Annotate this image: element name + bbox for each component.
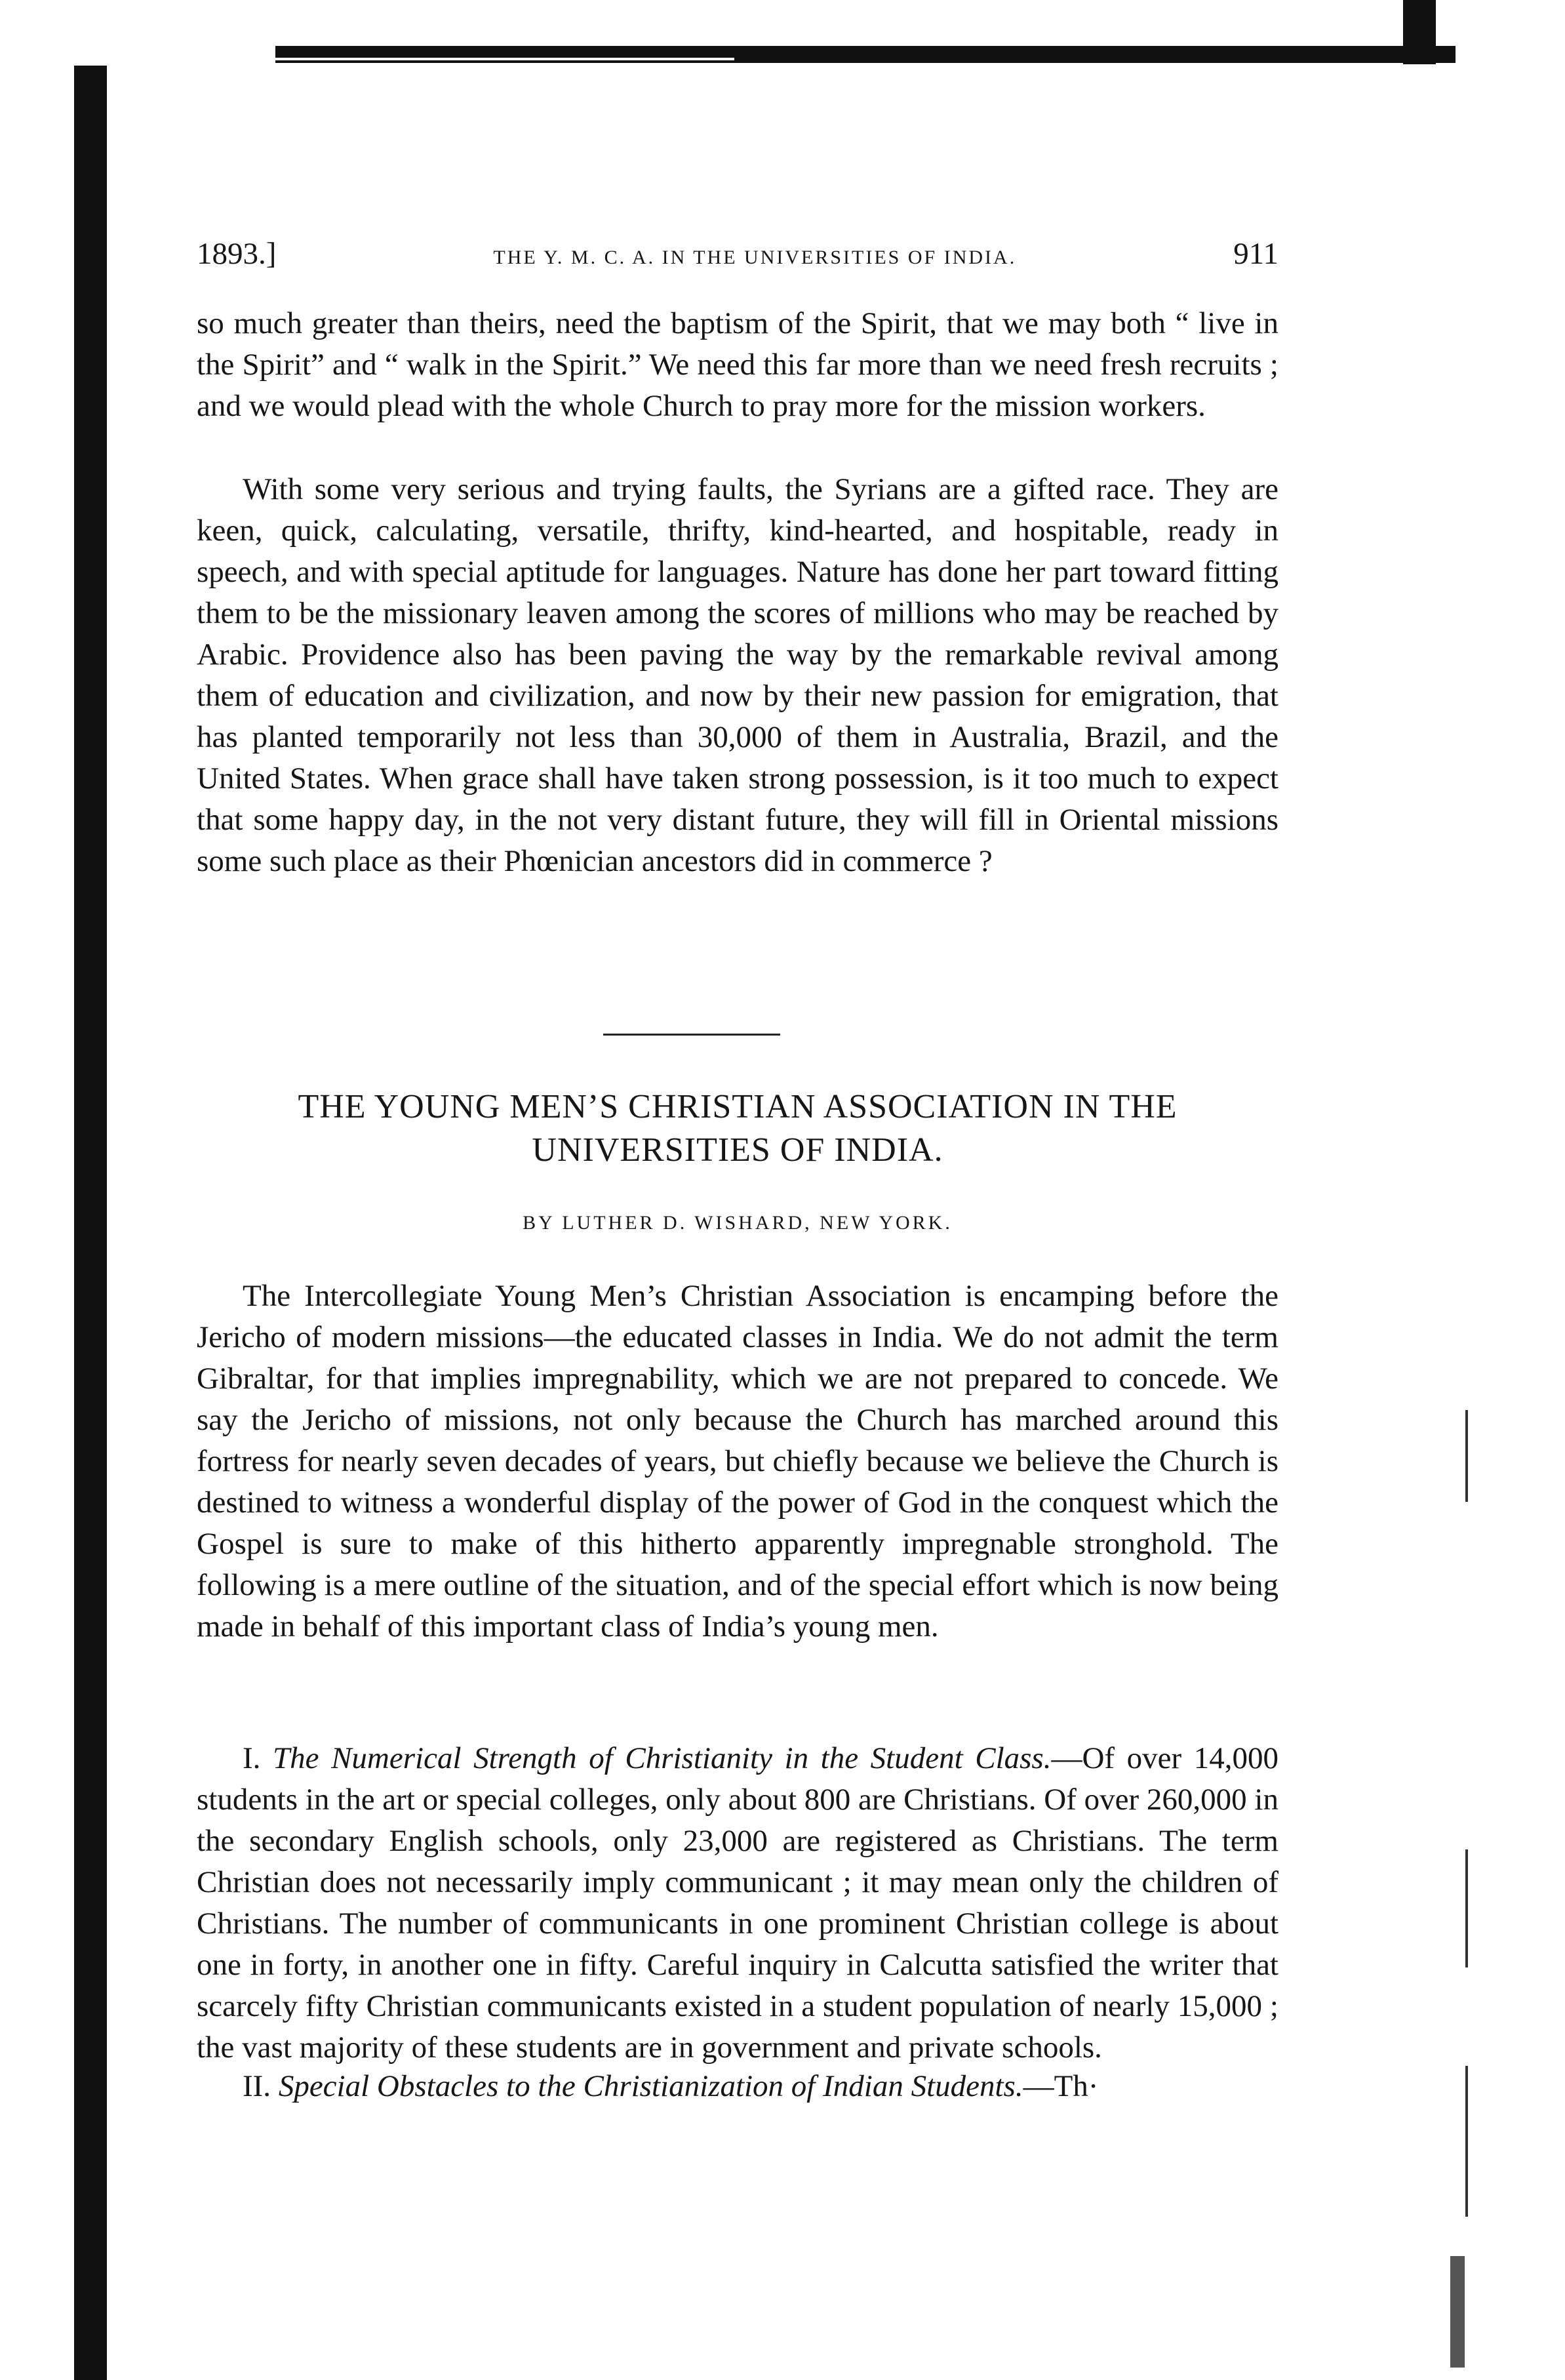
- section-number: I.: [243, 1741, 261, 1775]
- paragraph-section-1: [197, 1738, 1278, 2068]
- header-year: 1893.]: [197, 237, 277, 271]
- running-header: [197, 236, 1278, 282]
- scan-binding-edge: [74, 66, 107, 2380]
- article-byline: BY LUTHER D. WISHARD, NEW YORK.: [523, 1212, 953, 1234]
- paragraph-intro: The Intercollegiate Young Men’s Christian Association is encamping before the Jericho of modern missions—the educated classes in India. We do not admit the term Gibraltar, for that implies impregnability, which we are not prepared to concede. We say the Jericho of missions, not only because the Church has marched around this fortress for nearly seven decades of years, but chiefly because we believe the Church is destined to witness a wonderful display of the power of God in the conquest which the Gospel is sure to make of this hitherto apparently impregnable stronghold. The following is a mere outline of the situation, and of the special effort which is now being made in behalf of this important class of India’s young men.: [197, 1279, 1278, 1644]
- header-running-title: THE Y. M. C. A. IN THE UNIVERSITIES OF INDIA.: [493, 247, 1017, 268]
- scan-margin-mark: [1465, 2066, 1468, 2217]
- page-number: 911: [1233, 237, 1278, 271]
- scan-top-rule-gap: [275, 58, 734, 60]
- section-number: II.: [243, 2069, 271, 2103]
- section-divider: [603, 1034, 780, 1036]
- scan-margin-mark: [1465, 1410, 1468, 1502]
- scan-top-rule: [275, 46, 1456, 63]
- paragraph-continued: so much greater than theirs, need the baptism of the Spirit, that we may both “ live in the Spirit” and “ walk in the Spirit.” We need this far more than we need fresh recruits ; and we would plead with the whole Church to pray more for the mission workers.: [197, 306, 1278, 423]
- section-heading: The Numerical Strength of Christianity in the Student Class.: [273, 1741, 1052, 1775]
- scan-margin-mark: [1450, 2256, 1465, 2368]
- section-text: —Of over 14,000 students in the art or special colleges, only about 800 are Christians. Of over 260,000 in the secondary English schools, only 23,000 are registered as Christians. The term Christian does not necessarily imply communicant ; it may mean only the children of Christians. The number of communicants in one prominent Christian college is about one in forty, in another one in fifty. Careful inquiry in Calcutta satisfied the writer that scarcely fifty Christian communicants existed in a student population of nearly 15,000 ; the vast majority of these students are in government and private schools.: [197, 1741, 1278, 2065]
- scan-corner-mark: [1403, 0, 1436, 64]
- paragraph-syrians: With some very serious and trying faults, the Syrians are a gifted race. They are keen, quick, calculating, versatile, thrifty, kind-hearted, and hospitable, ready in speech, and with special aptitude for languages. Nature has done her part toward fitting them to be the missionary leaven among the scores of millions who may be reached by Arabic. Providence also has been paving the way by the remarkable revival among them of education and civilization, and now by their new passion for emigration, that has planted temporarily not less than 30,000 of them in Australia, Brazil, and the United States. When grace shall have taken strong possession, is it too much to expect that some happy day, in the not very distant future, they will fill in Oriental missions some such place as their Phœnician ancestors did in commerce ?: [197, 472, 1278, 878]
- scan-margin-mark: [1465, 1849, 1468, 1967]
- article-title: THE YOUNG MEN’S CHRISTIAN ASSOCIATION IN THE UNIVERSITIES OF INDIA.: [298, 1088, 1178, 1169]
- section-text: —Th·: [1023, 2069, 1099, 2103]
- paragraph-section-2: [197, 2066, 1278, 2107]
- section-heading: Special Obstacles to the Christianization of Indian Students.: [278, 2069, 1023, 2103]
